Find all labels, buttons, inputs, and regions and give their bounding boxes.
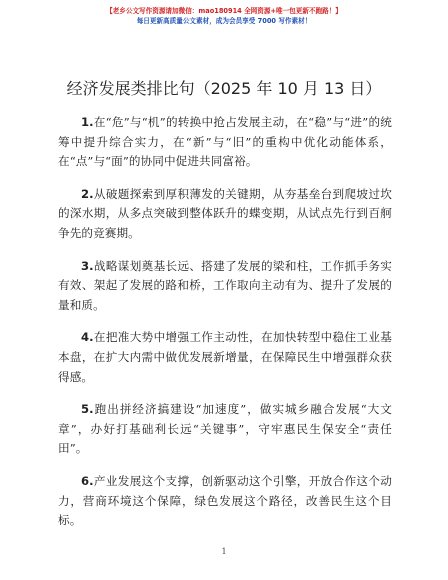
paragraph xyxy=(58,257,392,316)
paragraph-number: 5. xyxy=(81,402,94,417)
paragraph-text: 战略谋划奠基长远、搭建了发展的梁和柱，工作抓手务实有效、架起了发展的路和桥，工作取向主动有为、提升了发展的量和质。 xyxy=(58,258,392,312)
paragraph-text: 在把准大势中增强工作主动性，在加快转型中稳住工业基本盘，在扩大内需中做优发展新增量，在保障民生中增强群众获得感。 xyxy=(58,330,392,384)
promo-banner-line-2: 每日更新高质量公文素材，成为会员享受 7000 写作素材！ xyxy=(136,17,312,25)
paragraph-text: 产业发展这个支撑，创新驱动这个引擎，开放合作这个动力，营商环境这个保障，绿色发展这个路径，改善民生这个目标。 xyxy=(58,473,392,528)
paragraph-number: 1. xyxy=(81,115,94,129)
paragraph xyxy=(58,328,392,387)
page-number: 1 xyxy=(221,547,227,556)
paragraph xyxy=(58,113,392,172)
paragraph xyxy=(58,472,392,531)
paragraph xyxy=(58,400,392,459)
document-title: 经济发展类排比句（2025 年 10 月 13 日） xyxy=(66,79,382,98)
paragraph xyxy=(58,185,392,244)
paragraph-text: 在“危”与“机”的转换中抢占发展主动，在“稳”与“进”的统筹中提升综合实力，在“新”与“旧”的重构中优化动能体系，在“点”与“面”的协同中促进共同富裕。 xyxy=(58,115,392,169)
promo-banner-line-1: 【老乡公文写作资源请加微信：mao180914 全网资源+唯一包更新不跑路！】 xyxy=(106,7,342,15)
paragraph-number: 3. xyxy=(81,258,94,273)
paragraph-text: 跑出拼经济搞建设“加速度”，做实城乡融合发展“大文章”，办好打基础利长远“关键事”，守牢惠民生保安全“责任田”。 xyxy=(58,402,392,456)
promo-banner xyxy=(0,6,448,26)
paragraph-text: 从破题探索到厚积薄发的关键期，从夯基垒台到爬坡过坎的深水期，从多点突破到整体跃升的蝶变期，从试点先行到百舸争先的竞赛期。 xyxy=(58,186,392,240)
paragraph-number: 4. xyxy=(81,330,94,345)
paragraph-number: 2. xyxy=(81,186,94,201)
document-body xyxy=(58,113,392,544)
paragraph-number: 6. xyxy=(81,473,94,488)
